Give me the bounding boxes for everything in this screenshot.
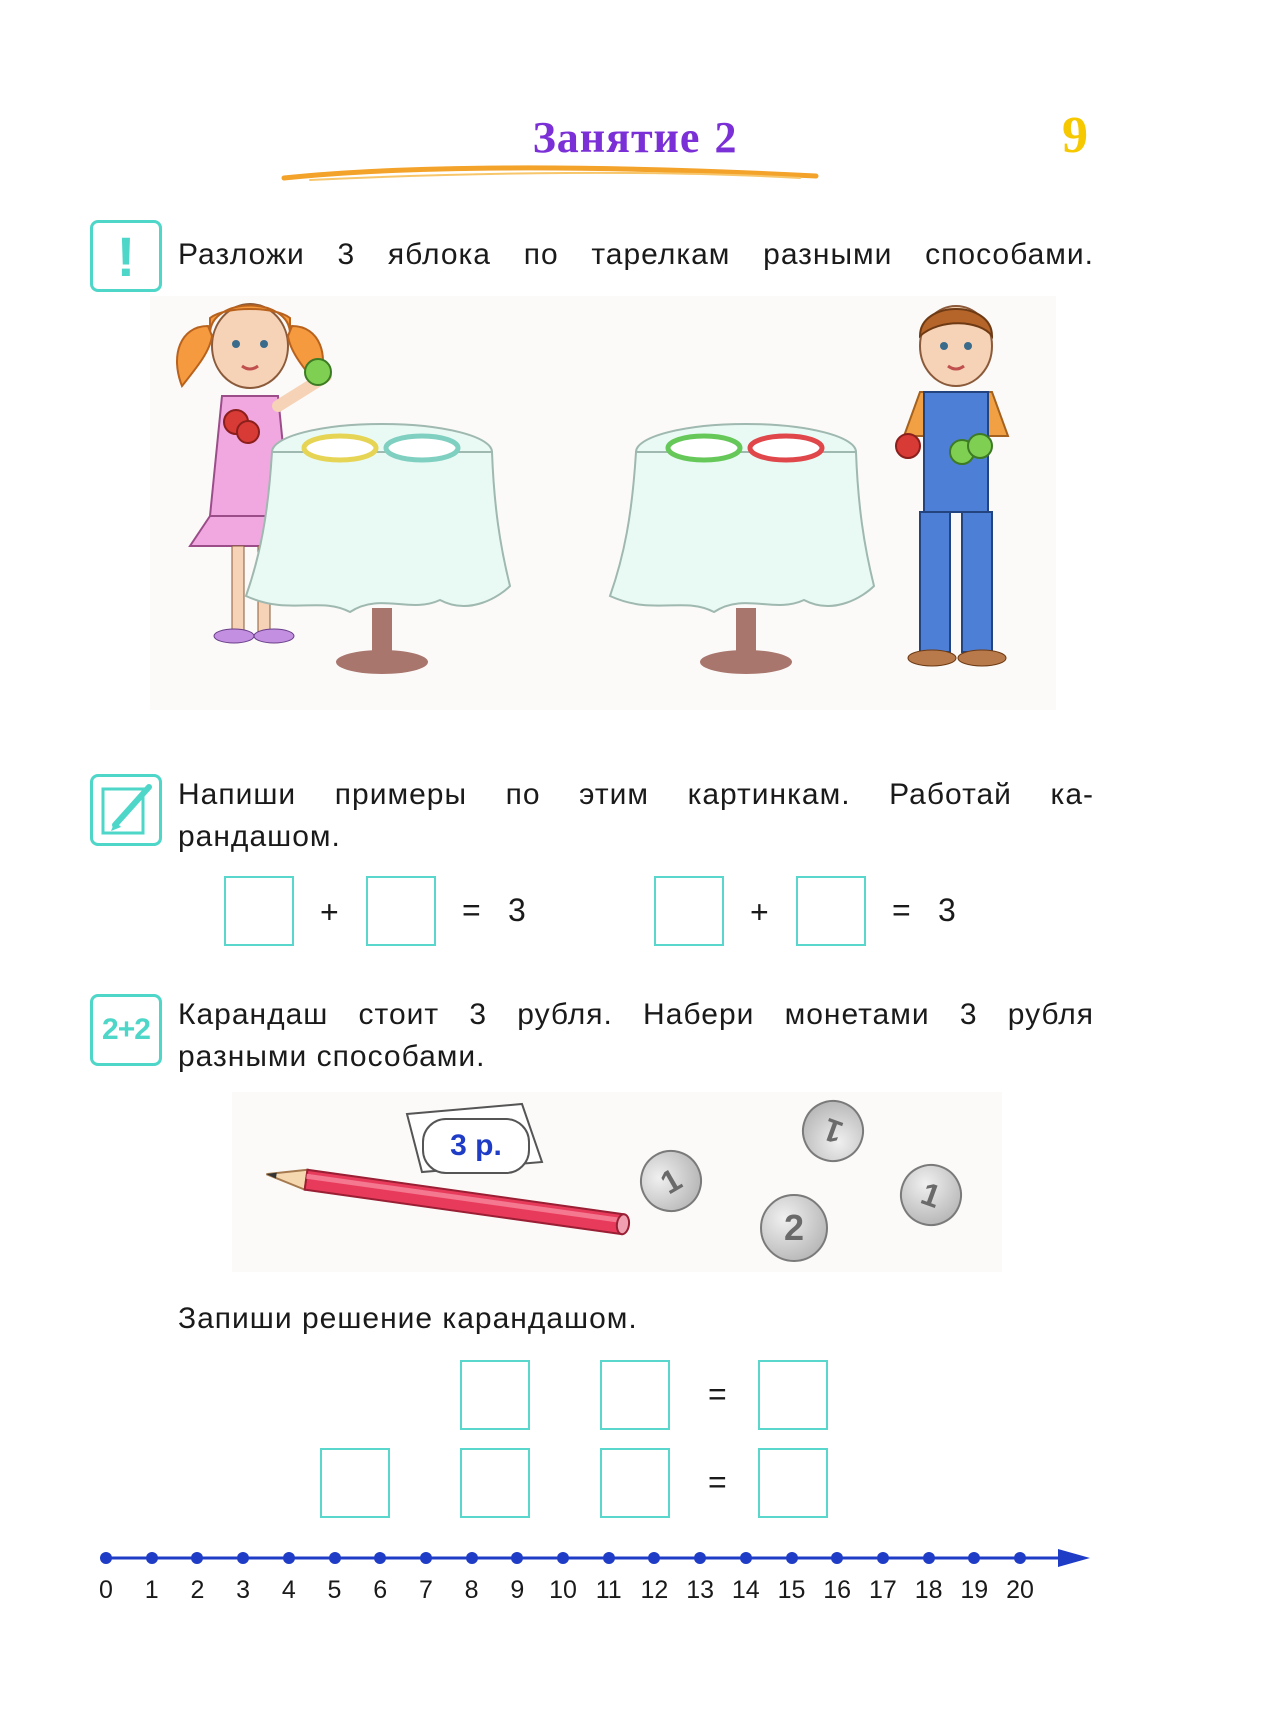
exclamation-mark: ! [116, 224, 136, 288]
number-line-point [191, 1552, 203, 1564]
boy-illustration [896, 306, 1008, 666]
number-line-point [603, 1552, 615, 1564]
number-line-label: 12 [640, 1576, 669, 1604]
pencil-illustration [232, 1092, 1002, 1272]
number-line-label: 3 [236, 1576, 251, 1604]
number-line-point [740, 1552, 752, 1564]
number-line-label: 13 [686, 1576, 714, 1604]
number-line-point [511, 1552, 523, 1564]
number-line-label: 2 [190, 1576, 205, 1604]
equals-sign: = [708, 1464, 727, 1500]
number-line-label: 1 [144, 1576, 159, 1604]
number-line-label: 14 [731, 1576, 760, 1604]
write-solution-prompt: Запиши решение карандашом. [178, 1302, 638, 1335]
title-underline [280, 158, 820, 188]
task3-text-line1: Карандаш стоит 3 рубля. Набери монетами 3 рубля [178, 998, 1094, 1031]
task1-text: Разложи 3 яблока по тарелкам разными способами. [178, 238, 1094, 271]
addition-icon [90, 994, 162, 1066]
lesson-title: Занятие [532, 113, 701, 162]
number-line [0, 1540, 1270, 1580]
solution-box[interactable] [600, 1360, 670, 1430]
plus-sign: + [320, 894, 339, 930]
number-line-label: 6 [373, 1576, 388, 1604]
answer-box[interactable] [654, 876, 724, 946]
number-line-point [420, 1552, 432, 1564]
solution-result-box[interactable] [758, 1448, 828, 1518]
number-line-point [1014, 1552, 1026, 1564]
number-line-label: 8 [464, 1576, 479, 1604]
number-line-label: 10 [549, 1576, 577, 1604]
number-line-point [146, 1552, 158, 1564]
solution-box[interactable] [460, 1448, 530, 1518]
addition-icon-text: 2+2 [102, 1013, 150, 1046]
number-line-label: 11 [595, 1576, 622, 1604]
number-line-label: 16 [823, 1576, 852, 1604]
task3-text-line2: разными способами. [178, 1040, 486, 1073]
number-line-label: 5 [327, 1576, 342, 1604]
number-line-label: 0 [99, 1576, 113, 1604]
result-value: 3 [938, 892, 956, 928]
price-tag: 3 р. [422, 1118, 530, 1174]
number-line-label: 7 [418, 1576, 433, 1604]
number-line-point [877, 1552, 889, 1564]
number-line-point [283, 1552, 295, 1564]
number-line-point [557, 1552, 569, 1564]
number-line-point [466, 1552, 478, 1564]
number-line-point [786, 1552, 798, 1564]
equals-sign: = [462, 892, 481, 928]
number-line-label: 15 [777, 1576, 806, 1604]
solution-result-box[interactable] [758, 1360, 828, 1430]
task2-text [178, 774, 1094, 858]
page-number: 9 [1062, 107, 1088, 164]
number-line-label: 20 [1006, 1576, 1034, 1604]
coin-1-ruble: 1 [793, 1091, 872, 1170]
task3-text [178, 994, 1094, 1078]
coin-1-ruble: 1 [891, 1155, 970, 1234]
solution-box[interactable] [600, 1448, 670, 1518]
number-line-label: 19 [960, 1576, 989, 1604]
pencil-coins-illustration [232, 1092, 1002, 1272]
number-line-point [648, 1552, 660, 1564]
number-line-label: 17 [868, 1576, 897, 1604]
coin-2-ruble: 2 [760, 1194, 828, 1262]
number-line-point [831, 1552, 843, 1564]
pencil-notebook-icon [90, 774, 162, 846]
answer-box[interactable] [796, 876, 866, 946]
solution-box[interactable] [460, 1360, 530, 1430]
number-line-label: 9 [510, 1576, 525, 1604]
number-line-point [694, 1552, 706, 1564]
number-line-point [100, 1552, 112, 1564]
lesson-number: 2 [714, 113, 738, 162]
number-line-point [374, 1552, 386, 1564]
number-line-point [237, 1552, 249, 1564]
result-value: 3 [508, 892, 526, 928]
equals-sign: = [708, 1376, 727, 1412]
apples-plates-illustration [150, 296, 1056, 710]
solution-box[interactable] [320, 1448, 390, 1518]
answer-box[interactable] [224, 876, 294, 946]
number-line-point [968, 1552, 980, 1564]
number-line-point [329, 1552, 341, 1564]
exclamation-icon [90, 220, 162, 292]
number-line-label: 18 [914, 1576, 943, 1604]
equals-sign: = [892, 892, 911, 928]
answer-box[interactable] [366, 876, 436, 946]
coin-1-ruble: 1 [629, 1139, 714, 1224]
number-line-label: 4 [281, 1576, 296, 1604]
table-right [610, 424, 874, 674]
task2-text-line1: Напиши примеры по этим картинкам. Работай ка- [178, 778, 1094, 811]
number-line-point [923, 1552, 935, 1564]
task2-text-line2: рандашом. [178, 820, 341, 853]
plus-sign: + [750, 894, 769, 930]
